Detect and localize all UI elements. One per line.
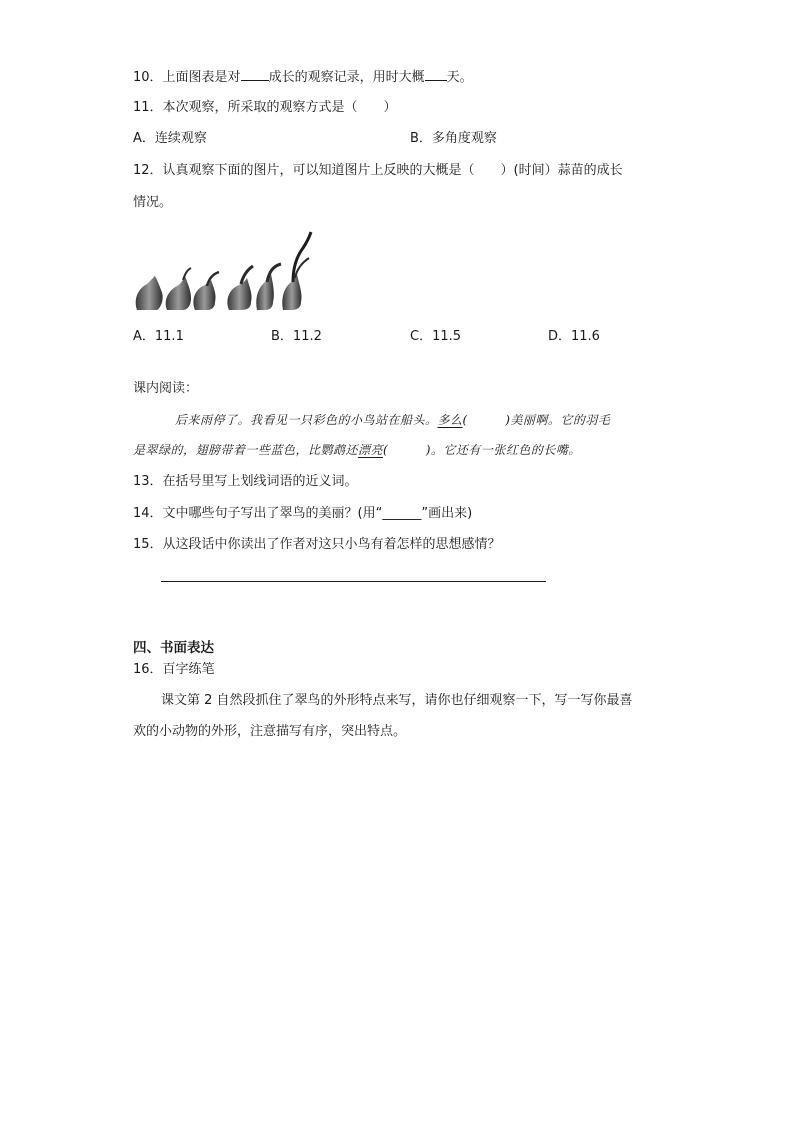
- reading-passage-line1: 后来雨停了。我看见一只彩色的小鸟站在船头。多么( )美丽啊。它的羽毛: [175, 413, 611, 427]
- blank-days[interactable]: [425, 68, 447, 81]
- q16-prompt-line1: 课文第 2 自然段抓住了翠鸟的外形特点来写，请你也仔细观察一下，写一写你最喜: [161, 693, 633, 708]
- question-14: 14．文中哪些句子写出了翠鸟的美丽？(用“______”画出来): [133, 506, 473, 521]
- reading-heading: 课内阅读：: [133, 381, 199, 396]
- q12-option-d[interactable]: D．11.6: [548, 329, 600, 344]
- garlic-sprout-growth-image: [133, 228, 317, 312]
- question-10: 10．上面图表是对 成长的观察记录，用时大概 天。: [133, 70, 473, 85]
- underlined-word-piaoliang: 漂亮: [358, 443, 384, 457]
- q12-option-c[interactable]: C．11.5: [410, 329, 462, 344]
- question-12-line2: 情况。: [133, 195, 173, 210]
- section-4-title: 四、书面表达: [133, 640, 214, 656]
- question-11: 11．本次观察，所采取的观察方式是（ ）: [133, 100, 397, 115]
- q12-option-b[interactable]: B．11.2: [271, 329, 322, 344]
- q15-answer-line[interactable]: [161, 581, 546, 582]
- question-13: 13．在括号里写上划线词语的近义词。: [133, 474, 358, 489]
- q16-prompt-line2: 欢的小动物的外形，注意描写有序，突出特点。: [133, 724, 407, 739]
- reading-passage-line2: 是翠绿的，翅膀带着一些蓝色，比鹦鹉还漂亮( )。它还有一张红色的长嘴。: [133, 443, 581, 457]
- underlined-word-duome: 多么: [437, 413, 463, 427]
- q11-option-b[interactable]: B．多角度观察: [410, 131, 497, 146]
- q12-option-a[interactable]: A．11.1: [133, 329, 184, 344]
- blank-subject[interactable]: [241, 68, 269, 81]
- question-16: 16．百字练笔: [133, 662, 215, 677]
- question-12-line1: 12．认真观察下面的图片，可以知道图片上反映的大概是（ ）(时间）蒜苗的成长: [133, 163, 623, 178]
- q11-option-a[interactable]: A．连续观察: [133, 131, 207, 146]
- question-15: 15．从这段话中你读出了作者对这只小鸟有着怎样的思想感情？: [133, 537, 501, 552]
